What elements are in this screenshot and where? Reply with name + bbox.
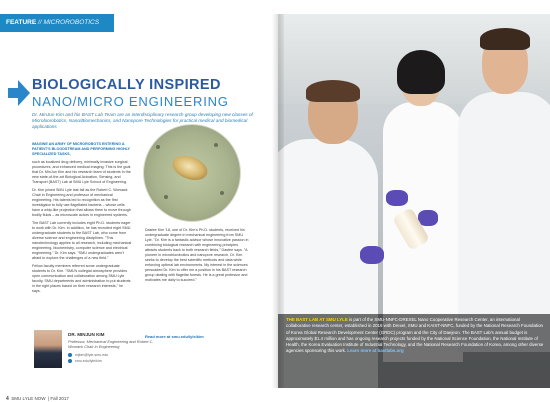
paragraph: Fellow faculty members referred some undergraduate students to Dr. Kim. "SMU's collegial atmosphere provides open communication and collaboration among SMU Lyle faculty, SMU departments and administration to put students in the right places based on their research interests," he says. (32, 264, 131, 293)
paragraph: Dr. Kim joined SMU Lyle last fall as the Robert C. Womack Chair in Engineering and professor of mechanical engineering. His talents led to recognition as the first investigator to fully use flagellated bacteria – whose cells have a whip-like projection that allows them to move through bodily fluids – as microscale actors in engineered systems. (32, 188, 131, 217)
caption-link[interactable]: Learn more at bastlabs.org (347, 348, 404, 354)
feature-header (0, 14, 278, 32)
bacterium-image (169, 152, 210, 185)
publication-name: SMU LYLE NOW (11, 396, 46, 401)
profile-email[interactable]: mjkim@lyle.smu.edu (75, 353, 109, 357)
arrow-icon (8, 80, 30, 106)
paragraph: Dasfee Kim '18, one of Dr. Kim's Ph.D. students, received his undergraduate degree in mechanical engineering from SMU Lyle. "Dr. Kim is a fantastic advisor whose innovative passion in combining biological research with engineering principles attracts students back to both research fields," Dasfee says. "A pioneer in microbiorobotics and nanopore research, Dr. Kim seeks to develop the best scientific methods and data while enforcing optimal lab environments. My interest in the sciences persuaded Dr. Kim to offer me a position in his BAST research group dealing with flagellar forests. He is a great professor and motivates me daily to succeed." (145, 228, 249, 282)
particle (214, 143, 218, 147)
particle (156, 145, 160, 149)
intro-deck: Dr. MinJun Kim and his BAST Lab Team are an interdisciplinary research group developing new classes of Microbiorobotics, Nano/Biomechanics, and Nanopore Technologies for practical medical and biomedical applications (32, 112, 253, 130)
caption-lead: THE BAST LAB AT SMU LYLE (286, 317, 348, 322)
magazine-spread (0, 14, 550, 402)
glove (360, 246, 384, 264)
web-icon (68, 359, 72, 363)
profile-contact (68, 352, 108, 364)
profile-name: DR. MINJUN KIM (68, 332, 105, 337)
article-column-2 (145, 228, 251, 286)
glove (386, 190, 408, 206)
profile-title: Professor, Mechanical Engineering and Robert C. Womack Chair in Engineering (68, 339, 154, 349)
particle (164, 195, 168, 199)
feature-section: // MICROROBOTICS (38, 19, 100, 26)
email-icon (68, 353, 72, 357)
particle (220, 191, 224, 195)
folio: 4 SMU LYLE NOW | Fall 2017 (6, 396, 69, 402)
headline-line2: NANO/MICRO ENGINEERING (32, 94, 229, 109)
paragraph: The BAST Lab currently includes eight Ph.D. students eager to work with Dr. Kim. In addition, he has recruited eight SMU undergraduate students to the BAST Lab, who come from diverse science and engineering disciplines. "This nanotechnology applies to all research, including mechanical engineering, biochemistry, computer science and electrical engineering," Dr. Kim says. "SMU undergraduates aren't afraid to explore the challenges of a new field." (32, 221, 132, 260)
left-page (0, 14, 278, 402)
caption-body: is part of the SMU-NNFC-DREXEL Nano Cooperative Research Center, an international collaborative research center, established in 2016 with Drexel, SMU and KAIST-NNFC, funded by the National Research Foundation of Korea Global Research Development Center (GRDC) program and the City of Daejeon. The BAST Lab's annual budget is approximately $1.4 million and has ongoing research projects funded by the National Science Foundation, the National Institute of Health, the Korea Evaluation Institute of Industrial Technology, and the National Research Foundation of Korea, among other diverse agencies sponsoring this work. (286, 317, 544, 354)
page-number: 4 (6, 396, 9, 402)
issue-date: Fall 2017 (50, 396, 69, 401)
feature-tag (0, 14, 114, 32)
caption-text (286, 317, 544, 355)
profile-photo (34, 330, 62, 368)
profile-web[interactable]: smu.edu/lyle/kim (75, 359, 102, 363)
headline-line1: BIOLOGICALLY INSPIRED (32, 77, 221, 93)
lead-in: IMAGINE AN ARMY OF MICROROBOTS ENTERING A PATIENT'S BLOODSTREAM AND PERFORMING HIGHLY SPECIALIZED TASKS, (32, 142, 130, 156)
microscope-image (143, 124, 241, 222)
paragraph: such as localized drug delivery, minimally invasive surgical procedures, and enhanced medical imaging. This is the goal that Dr. MinJun Kim and his research team of students in the new state-of-the-art Biological Actuation, Sensing, and Transport (BAST) Lab at SMU Lyle School of Engineering. (32, 160, 131, 184)
feature-label: FEATURE (6, 19, 37, 26)
article-column-1 (32, 142, 132, 297)
researcher-right (458, 34, 550, 334)
read-more-link[interactable]: Read more at smu.edu/lyle/kim (145, 334, 204, 339)
